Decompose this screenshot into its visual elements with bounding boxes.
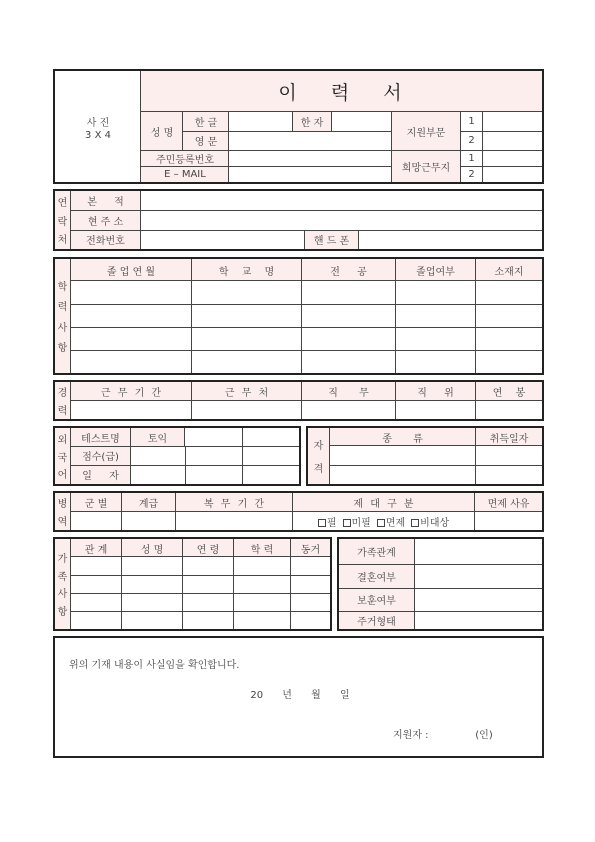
date-label-cell (71, 465, 131, 484)
table-row[interactable] (71, 593, 330, 611)
license-type-header: 종 류 (382, 433, 423, 445)
english-label: 영 문 (194, 137, 218, 148)
career-col-header: 연 봉 (492, 388, 526, 399)
career-col-header: 근 무 처 (224, 388, 269, 399)
married-label: 결혼여부 (357, 572, 396, 584)
table-row[interactable] (71, 557, 330, 575)
military-col-header: 군 별 (84, 499, 108, 510)
applied-dept-num-2: 2 (468, 135, 475, 146)
applicant-signature-field[interactable] (445, 724, 469, 742)
divider (182, 539, 183, 629)
education-col-header: 학 교 명 (218, 266, 275, 278)
divider (301, 259, 302, 373)
name-label-cell (141, 112, 183, 150)
seal-mark: (인) (475, 729, 493, 740)
career-side-char: 경 (57, 388, 68, 400)
photo-size-label: 3 X 4 (85, 129, 111, 141)
domicile-label: 본 적 (87, 197, 124, 208)
language-side-char: 국 (57, 452, 68, 464)
military-header-row (71, 493, 542, 512)
table-row[interactable] (71, 575, 330, 593)
family-section (53, 537, 332, 631)
divider (292, 493, 293, 530)
option-label: 필 (326, 517, 337, 529)
desired-location-choice-1-field[interactable] (483, 150, 542, 166)
phone-label: 전화번호 (86, 236, 125, 247)
table-row[interactable] (71, 350, 542, 373)
divider (121, 493, 122, 530)
license-header-row (330, 428, 542, 446)
military-side-label (55, 493, 71, 530)
applied-dept-choice-1-field[interactable] (483, 112, 542, 131)
military-section (53, 491, 544, 532)
divider (475, 382, 476, 419)
hanja-label: 한 자 (300, 118, 324, 129)
score-label: 점수(급) (82, 452, 119, 463)
applied-dept-num-1: 1 (468, 116, 475, 127)
mobile-field[interactable] (360, 230, 542, 249)
resident-no-label-cell (141, 150, 229, 166)
test-label-cell (71, 428, 131, 446)
score-label-cell (71, 446, 131, 465)
family-side-char: 항 (57, 607, 68, 619)
license-acquired-header: 취득일자 (489, 433, 529, 445)
military-side-char: 병 (57, 499, 68, 511)
hanja-name-field[interactable] (332, 112, 391, 131)
email-label: E – MAIL (164, 168, 206, 180)
divider (141, 150, 542, 151)
military-col-header: 계급 (138, 499, 159, 510)
family-col-header: 연 령 (196, 544, 220, 556)
career-side-char: 력 (57, 405, 68, 417)
family-side-char: 족 (57, 571, 68, 583)
desired-location-choice-2-field[interactable] (483, 166, 542, 182)
military-col-header: 제 대 구 분 (353, 499, 414, 510)
family-col-header: 동거 (300, 544, 321, 556)
divider (339, 588, 542, 589)
mobile-label: 핸 드 폰 (313, 236, 350, 247)
military-period-field[interactable] (176, 512, 292, 530)
education-section (53, 257, 544, 375)
relation-field[interactable] (416, 539, 542, 564)
divider (71, 304, 542, 305)
divider (71, 575, 330, 576)
option-label: 비대상 (420, 517, 450, 529)
education-side-char: 학 (57, 282, 68, 294)
military-side-char: 역 (57, 516, 68, 528)
option-label: 면제 (385, 517, 406, 529)
education-side-char: 항 (57, 342, 68, 354)
photo-box[interactable] (55, 71, 141, 182)
address-label-cell (71, 210, 141, 230)
license-side-char: 격 (313, 464, 324, 476)
table-row[interactable] (71, 611, 330, 629)
education-side-char: 력 (57, 302, 68, 314)
table-row[interactable] (71, 281, 542, 304)
mobile-label-cell (304, 230, 359, 249)
divider (475, 428, 476, 484)
divider (395, 259, 396, 373)
married-label-cell (339, 564, 415, 588)
career-section (53, 380, 544, 421)
contact-side-char: 락 (57, 216, 68, 228)
date-line: 20 년 월 일 (250, 689, 350, 700)
resident-no-field[interactable] (230, 150, 391, 166)
married-field[interactable] (416, 564, 542, 588)
education-col-header: 전 공 (330, 266, 367, 278)
date-label: 일 자 (82, 471, 119, 482)
table-row[interactable] (330, 446, 542, 465)
applied-dept-label: 지원부문 (406, 127, 446, 139)
military-rank-field[interactable] (122, 512, 175, 530)
applied-dept-choice-2-field[interactable] (483, 131, 542, 150)
education-col-header: 졸업여부 (416, 266, 455, 278)
test-label: 테스트명 (81, 433, 120, 445)
language-side-char: 어 (57, 470, 68, 482)
address-label: 현 주 소 (87, 216, 124, 228)
checkbox-icon (343, 519, 351, 527)
divider (141, 166, 392, 167)
divider (71, 210, 542, 211)
language-side-label (55, 428, 71, 484)
contact-side-char: 처 (57, 234, 68, 246)
education-col-header: 졸 업 연 월 (106, 266, 156, 278)
divider (330, 465, 542, 466)
housing-field[interactable] (416, 611, 542, 629)
divider (339, 611, 542, 612)
resident-no-label: 주민등록번호 (156, 154, 214, 166)
divider (175, 493, 176, 530)
family-side-char: 가 (57, 553, 68, 565)
education-header-row (71, 259, 542, 281)
email-field[interactable] (230, 166, 391, 182)
desired-location-num-2: 2 (468, 168, 475, 180)
divider (301, 382, 302, 419)
divider (121, 539, 122, 629)
exemption-reason-field[interactable] (475, 512, 542, 530)
checkbox-icon (411, 519, 419, 527)
score-field[interactable] (132, 446, 299, 465)
education-side-char: 사 (57, 322, 68, 334)
option-exempt[interactable] (377, 514, 405, 529)
veteran-label: 보훈여부 (357, 596, 396, 607)
education-col-header: 소재지 (494, 266, 524, 278)
divider (71, 611, 330, 612)
header-section (53, 69, 544, 184)
divider (242, 428, 243, 484)
family-header-row (71, 539, 330, 557)
career-col-header: 근 무 기 간 (100, 388, 162, 399)
relation-label: 가족관계 (357, 548, 396, 559)
phone-label-cell (71, 230, 141, 249)
domicile-label-cell (71, 191, 141, 210)
applied-dept-choice-2-num (461, 131, 483, 150)
discharge-options (293, 512, 474, 530)
english-label-cell (183, 131, 229, 150)
divider (290, 539, 291, 629)
divider (461, 166, 542, 167)
toeic-label: 토익 (147, 433, 168, 445)
address-field[interactable] (142, 210, 542, 230)
checkbox-icon (318, 519, 326, 527)
family-side-char: 사 (57, 589, 68, 601)
relation-label-cell (339, 539, 415, 564)
option-label: 미필 (351, 517, 371, 529)
option-not-served[interactable] (343, 514, 371, 529)
family-col-header: 성 명 (140, 544, 164, 556)
table-row[interactable] (71, 327, 542, 350)
veteran-label-cell (339, 588, 415, 611)
family-col-header: 학 력 (250, 544, 274, 556)
career-col-header: 직 무 (328, 388, 369, 399)
divider (191, 259, 192, 373)
korean-label: 한 글 (194, 118, 218, 129)
contact-section (53, 189, 544, 251)
housing-label-cell (339, 611, 415, 629)
divider (339, 564, 542, 565)
page-title: 이 력 서 (278, 82, 405, 104)
divider (71, 350, 542, 351)
checkbox-icon (377, 519, 385, 527)
license-section (306, 426, 544, 486)
license-side-char: 자 (313, 440, 324, 452)
applied-dept-label-cell (391, 112, 461, 150)
career-header-row (71, 382, 542, 401)
divider (461, 131, 542, 132)
korean-label-cell (183, 112, 229, 131)
title-bar (141, 71, 542, 112)
divider (71, 593, 330, 594)
desired-location-choice-2-num (461, 166, 483, 182)
contact-side-char: 연 (57, 198, 68, 210)
family-side-label (55, 539, 71, 629)
license-side-label (308, 428, 330, 484)
language-side-char: 외 (57, 434, 68, 446)
housing-label: 주거형태 (357, 616, 396, 628)
table-row[interactable] (71, 304, 542, 327)
desired-location-num-1: 1 (468, 152, 475, 164)
applied-dept-choice-1-num (461, 112, 483, 131)
career-col-header: 직 위 (417, 388, 454, 399)
desired-location-label: 희망근무지 (401, 162, 451, 174)
desired-location-choice-1-num (461, 150, 483, 166)
email-label-cell (141, 166, 229, 182)
family-col-header: 관 계 (84, 544, 108, 556)
desired-location-label-cell (391, 150, 461, 182)
veteran-field[interactable] (416, 588, 542, 611)
divider (185, 446, 186, 484)
test-date-field[interactable] (132, 465, 299, 484)
military-col-header: 면제 사유 (487, 499, 530, 510)
confirmation-statement: 위의 기재 내용이 사실임을 확인합니다. (69, 659, 240, 670)
option-not-applicable[interactable] (411, 514, 449, 529)
military-col-header: 복 무 기 간 (203, 499, 265, 510)
table-row[interactable] (330, 465, 542, 484)
language-section (53, 426, 301, 486)
divider (474, 493, 475, 530)
toeic-label-cell (131, 428, 185, 446)
english-name-field[interactable] (230, 131, 391, 150)
divider (233, 539, 234, 629)
table-row[interactable] (71, 401, 542, 419)
korean-name-field[interactable] (230, 112, 292, 131)
hanja-label-cell (292, 112, 332, 131)
career-side-label (55, 382, 71, 419)
divider (191, 382, 192, 419)
divider (71, 230, 542, 231)
divider (475, 259, 476, 373)
photo-label: 사 진 (86, 117, 110, 127)
divider (183, 131, 392, 132)
divider (395, 382, 396, 419)
applicant-label: 지원자 : (393, 729, 429, 740)
military-branch-field[interactable] (71, 512, 121, 530)
phone-field[interactable] (142, 230, 304, 249)
name-label: 성 명 (150, 127, 174, 139)
education-side-label (55, 259, 71, 373)
option-served[interactable] (318, 514, 337, 529)
divider (71, 327, 542, 328)
contact-side-label (55, 191, 71, 249)
confirmation-section (53, 636, 544, 758)
personal-status-section (337, 537, 544, 631)
domicile-field[interactable] (142, 191, 542, 210)
